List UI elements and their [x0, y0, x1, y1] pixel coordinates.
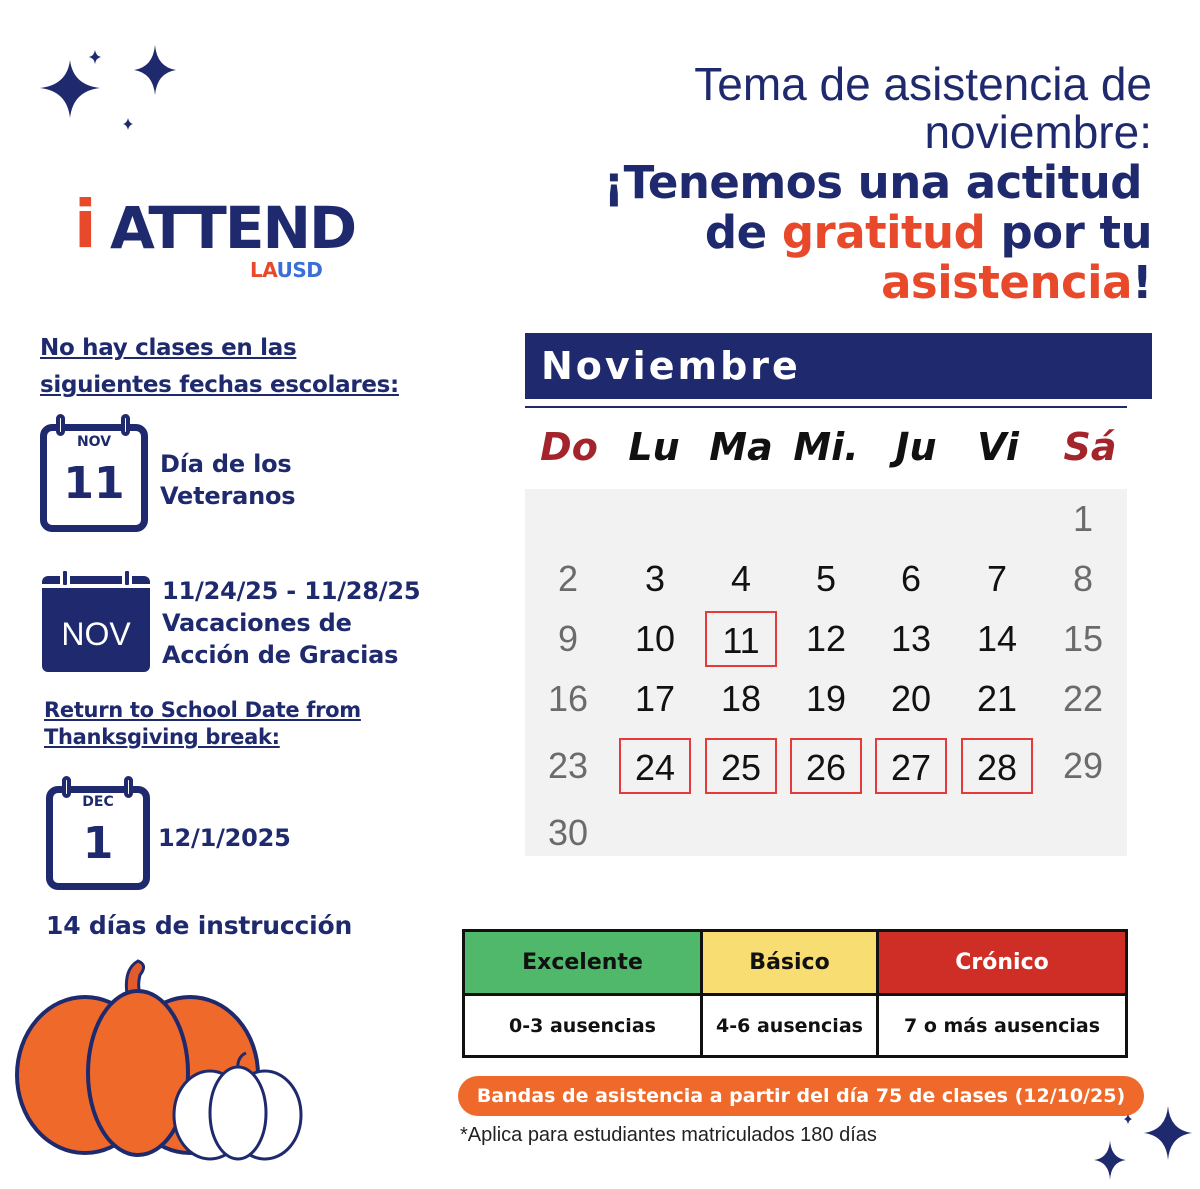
weekday-friday: Vi: [977, 425, 1019, 469]
band-excelente-value: 0-3 ausencias: [464, 995, 702, 1057]
weekday-header: [532, 425, 1132, 475]
weekday-monday: Lu: [628, 425, 680, 469]
calendar-day-29: 29: [1062, 745, 1104, 786]
banner-rule: [525, 406, 1127, 408]
band-basico: Básico: [702, 931, 878, 995]
calendar-day-20: 20: [890, 678, 932, 719]
weekday-sunday: Do: [540, 425, 598, 469]
title-line-4: de gratitud por tu: [704, 206, 1152, 259]
calendar-day-22: 22: [1062, 678, 1104, 719]
calendar-day-2: 2: [557, 558, 579, 599]
holiday-thanksgiving: 11/24/25 - 11/28/25 Vacaciones de Acción de Gracias: [162, 577, 421, 669]
weekday-tuesday: Ma: [709, 425, 773, 469]
band-basico-value: 4-6 ausencias: [702, 995, 878, 1057]
sparkles-bottom-right-icon: [1080, 1100, 1195, 1185]
instruction-days: 14 días de instrucción: [46, 911, 353, 940]
calendar-day-15: 15: [1062, 618, 1104, 659]
weekday-thursday: Ju: [895, 425, 937, 469]
calendar-day-11: 11: [705, 611, 777, 667]
title-line-3: ¡Tenemos una actitud: [603, 156, 1142, 209]
band-cronico: Crónico: [878, 931, 1127, 995]
return-heading: Return to School Date from Thanksgiving break:: [44, 698, 361, 749]
calendar-day-26: 26: [790, 738, 862, 794]
calendar-day-28: 28: [961, 738, 1033, 794]
calendar-day-17: 17: [634, 678, 676, 719]
calendar-day-27: 27: [875, 738, 947, 794]
band-excelente: Excelente: [464, 931, 702, 995]
logo-attend: ATTEND: [110, 194, 356, 262]
month-banner: Noviembre: [525, 333, 1152, 399]
pumpkins-illustration: [10, 955, 310, 1165]
title-line-2: noviembre:: [924, 106, 1152, 158]
calendar-day-21: 21: [976, 678, 1018, 719]
band-cronico-value: 7 o más ausencias: [878, 995, 1127, 1057]
no-class-heading: No hay clases en las siguientes fechas escolares:: [40, 335, 399, 398]
return-date: 12/1/2025: [158, 824, 291, 852]
weekday-wednesday: Mi.: [793, 425, 859, 469]
calendar-day-13: 13: [890, 618, 932, 659]
calendar-day-10: 10: [634, 618, 676, 659]
calendar-day-30: 30: [547, 812, 589, 853]
calendar-day-16: 16: [547, 678, 589, 719]
calendar-day-19: 19: [805, 678, 847, 719]
logo-i: i: [74, 186, 97, 263]
bands-values-row: [464, 995, 1127, 1057]
calendar-day-14: 14: [976, 618, 1018, 659]
title-line-1: Tema de asistencia de: [694, 58, 1152, 110]
calendar-day-9: 9: [557, 618, 579, 659]
logo-lausd: LAUSD: [250, 258, 323, 282]
calendar-day-4: 4: [730, 558, 752, 599]
bands-header-row: [464, 931, 1127, 995]
calendar-day-8: 8: [1072, 558, 1094, 599]
calendar-day-24: 24: [619, 738, 691, 794]
bands-start-note: Bandas de asistencia a partir del día 75 de clases (12/10/25): [458, 1076, 1144, 1116]
calendar-nov-11-icon: NOV 11: [40, 414, 150, 534]
calendar-day-23: 23: [547, 745, 589, 786]
calendar-day-5: 5: [815, 558, 837, 599]
title-line-5: asistencia!: [881, 256, 1152, 309]
theme-title: [512, 60, 1152, 308]
calendar-day-25: 25: [705, 738, 777, 794]
calendar-day-12: 12: [805, 618, 847, 659]
sparkles-top-left-icon: [30, 40, 190, 150]
weekday-saturday: Sá: [1063, 425, 1117, 469]
calendar-day-1: 1: [1072, 498, 1094, 539]
calendar-grid: [525, 489, 1127, 856]
calendar-day-7: 7: [986, 558, 1008, 599]
calendar-day-3: 3: [644, 558, 666, 599]
calendar-nov-icon: NOV: [42, 566, 150, 676]
i-attend-logo: [74, 186, 364, 286]
holiday-veterans: Día de los Veteranos: [160, 450, 296, 510]
footnote: *Aplica para estudiantes matriculados 180 días: [460, 1124, 877, 1146]
calendar-day-18: 18: [720, 678, 762, 719]
attendance-bands-table: [462, 929, 1128, 1058]
calendar-day-6: 6: [900, 558, 922, 599]
calendar-dec-1-icon: DEC 1: [46, 776, 152, 892]
